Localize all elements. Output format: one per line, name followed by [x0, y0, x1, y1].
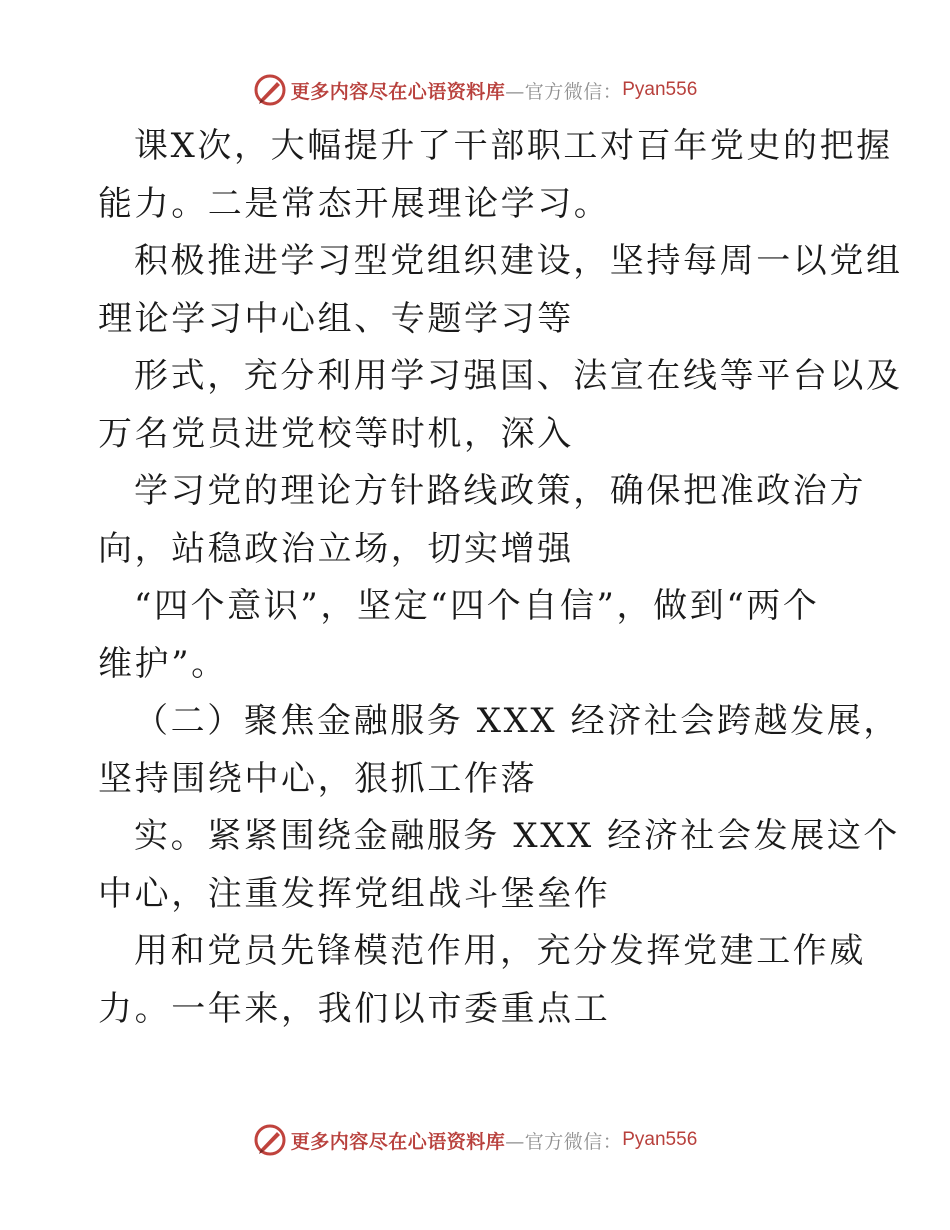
header-watermark — [0, 70, 950, 110]
watermark-separator: —官方微信： — [505, 1130, 623, 1153]
document-body — [98, 118, 903, 1038]
pen-logo-icon — [253, 73, 287, 107]
body-line: 用和党员先锋模范作用，充分发挥党建工作威 — [134, 931, 866, 971]
pen-logo-icon — [253, 1123, 287, 1157]
body-line: 万名党员进党校等时机，深入 — [98, 413, 574, 454]
body-line: “四个意识”，坚定“四个自信”，做到“两个 — [134, 586, 820, 626]
watermark-text: 更多内容尽在心语资料库 — [290, 80, 506, 103]
watermark-separator: —官方微信： — [505, 80, 623, 103]
body-line: 能力。二是常态开展理论学习。 — [98, 183, 611, 224]
watermark-wechat-id: Pyan556 — [622, 1129, 698, 1150]
watermark — [253, 1123, 698, 1157]
body-line: 力。一年来，我们以市委重点工 — [98, 988, 611, 1029]
body-line: 学习党的理论方针路线政策，确保把准政治方 — [134, 471, 866, 511]
body-line: 坚持围绕中心，狠抓工作落 — [98, 758, 538, 799]
body-line: 理论学习中心组、专题学习等 — [98, 298, 574, 339]
body-line: （二）聚焦金融服务 XXX 经济社会跨越发展， — [134, 701, 901, 741]
watermark-text: 更多内容尽在心语资料库 — [290, 1130, 506, 1153]
body-line: 向，站稳政治立场，切实增强 — [98, 528, 574, 569]
body-line: 形式，充分利用学习强国、法宣在线等平台以及 — [134, 356, 903, 396]
body-line: 积极推进学习型党组织建设，坚持每周一以党组 — [134, 241, 903, 281]
body-line: 实。紧紧围绕金融服务 XXX 经济社会发展这个 — [134, 816, 901, 856]
body-line: 中心，注重发挥党组战斗堡垒作 — [98, 873, 611, 914]
watermark-wechat-id: Pyan556 — [622, 79, 698, 100]
body-line: 课X次，大幅提升了干部职工对百年党史的把握 — [134, 126, 893, 166]
footer-watermark — [0, 1120, 950, 1160]
body-line: 维护”。 — [98, 643, 228, 684]
watermark — [253, 73, 698, 107]
